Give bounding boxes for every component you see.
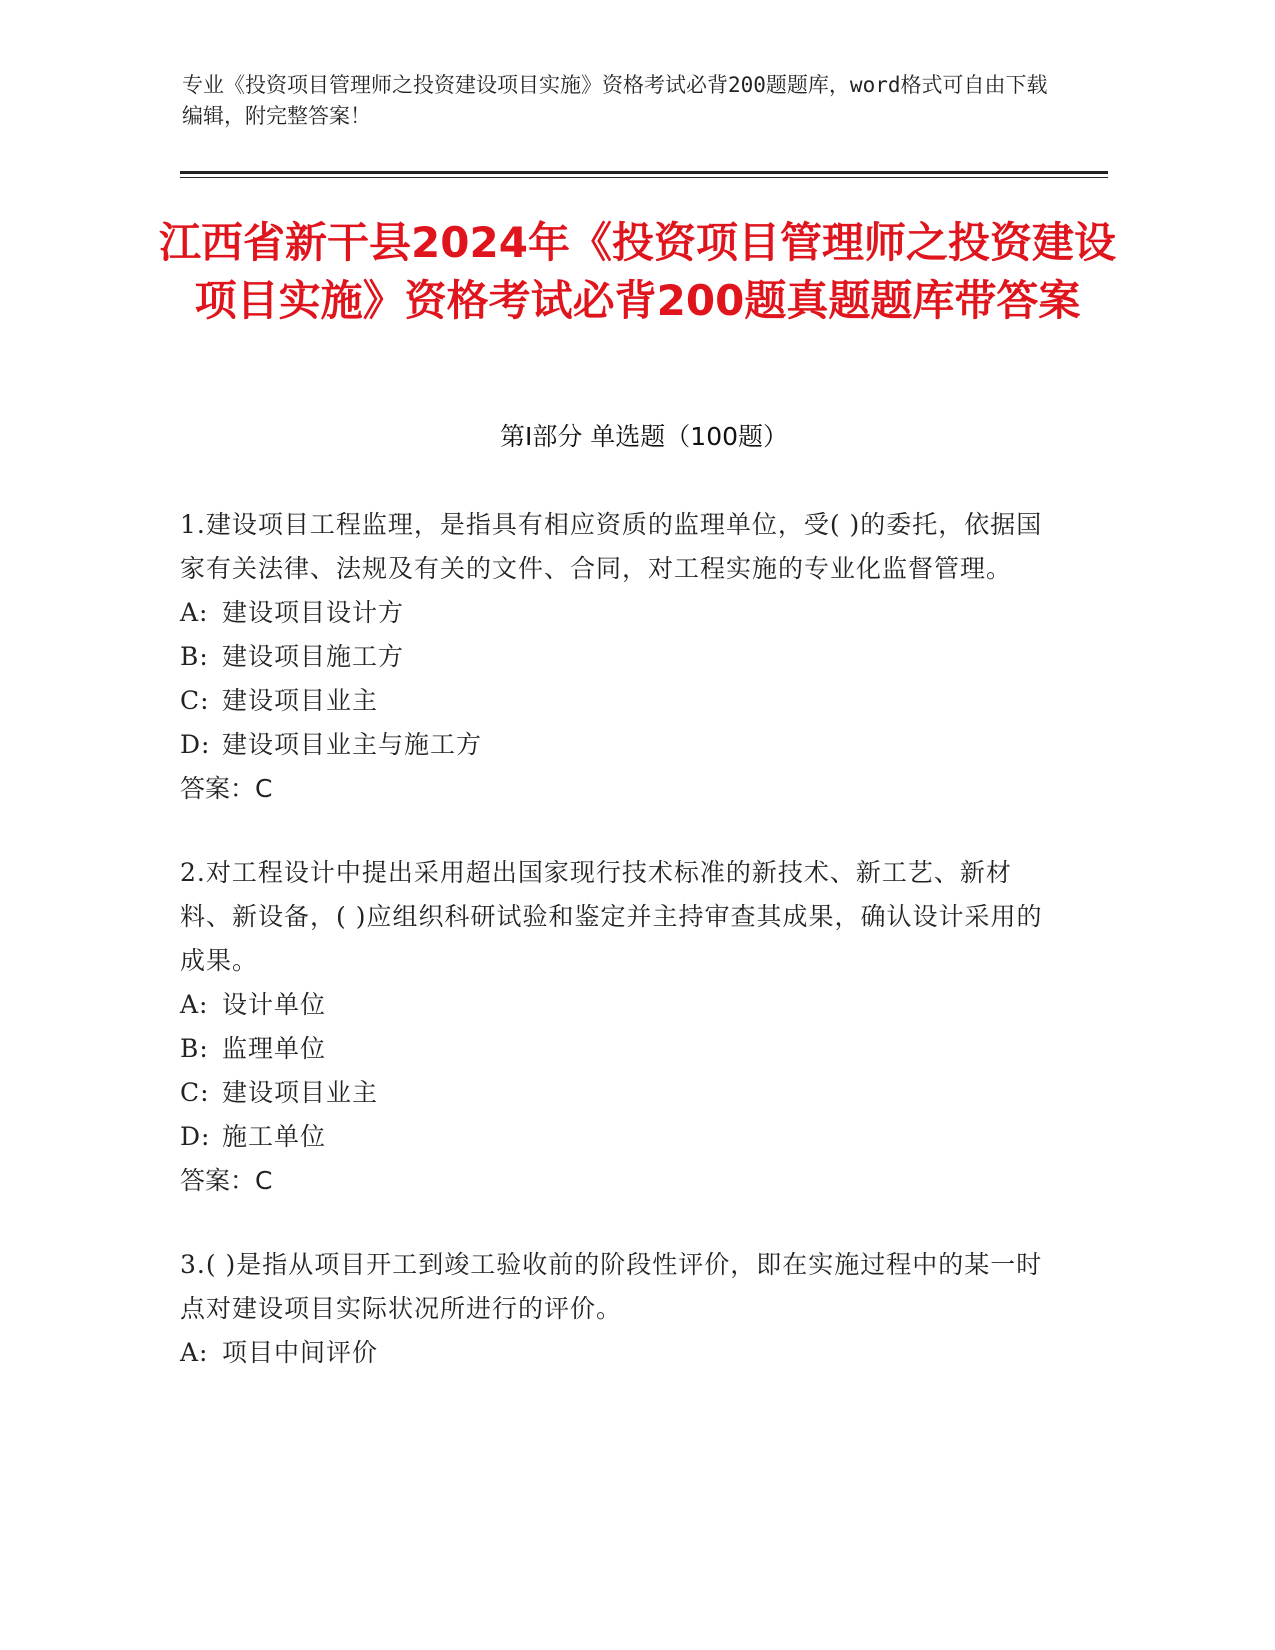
question-stem: 1.建设项目工程监理，是指具有相应资质的监理单位，受( )的委托，依据国家有关法律、法规及有关的文件、合同，对工程实施的专业化监督管理。 <box>180 510 1043 583</box>
option-key: B: <box>180 1034 209 1063</box>
header-note: 专业《投资项目管理师之投资建设项目实施》资格考试必背200题题库，word格式可自由下载编辑，附完整答案！ <box>182 73 1048 128</box>
option-key: C: <box>180 686 210 715</box>
section-heading: 第Ⅰ部分 单选题（100题） <box>499 422 789 451</box>
option-d <box>180 1115 1050 1159</box>
option-a <box>180 1331 1050 1375</box>
option-key: B: <box>180 642 209 671</box>
option-c <box>180 1071 1050 1115</box>
option-key: A: <box>180 598 209 627</box>
option-key: A: <box>180 1338 209 1367</box>
question-2 <box>180 851 1050 1203</box>
answer-line: 答案：C <box>180 774 273 803</box>
question-list <box>180 503 1050 1415</box>
option-text: 建设项目业主 <box>222 686 379 715</box>
header-divider-thick <box>180 171 1108 174</box>
document-title: 江西省新干县2024年《投资项目管理师之投资建设项目实施》资格考试必背200题真题题库带答案 <box>159 218 1116 325</box>
question-3 <box>180 1243 1050 1375</box>
option-key: A: <box>180 990 209 1019</box>
header-divider-thin <box>180 177 1108 178</box>
option-text: 施工单位 <box>222 1122 327 1151</box>
option-a <box>180 983 1050 1027</box>
option-key: D: <box>180 730 211 759</box>
option-text: 建设项目设计方 <box>222 598 405 627</box>
option-c <box>180 679 1050 723</box>
option-text: 建设项目业主 <box>222 1078 379 1107</box>
answer-line: 答案：C <box>180 1166 273 1195</box>
option-text: 建设项目施工方 <box>222 642 405 671</box>
option-text: 设计单位 <box>222 990 327 1019</box>
option-text: 项目中间评价 <box>222 1338 379 1367</box>
option-a <box>180 591 1050 635</box>
question-stem: 2.对工程设计中提出采用超出国家现行技术标准的新技术、新工艺、新材料、新设备，( )应组织科研试验和鉴定并主持审查其成果，确认设计采用的成果。 <box>180 858 1043 975</box>
question-1 <box>180 503 1050 811</box>
option-d <box>180 723 1050 767</box>
option-b <box>180 1027 1050 1071</box>
option-b <box>180 635 1050 679</box>
option-text: 监理单位 <box>222 1034 327 1063</box>
option-key: D: <box>180 1122 211 1151</box>
option-text: 建设项目业主与施工方 <box>222 730 483 759</box>
option-key: C: <box>180 1078 210 1107</box>
question-stem: 3.( )是指从项目开工到竣工验收前的阶段性评价，即在实施过程中的某一时点对建设项目实际状况所进行的评价。 <box>180 1250 1043 1323</box>
